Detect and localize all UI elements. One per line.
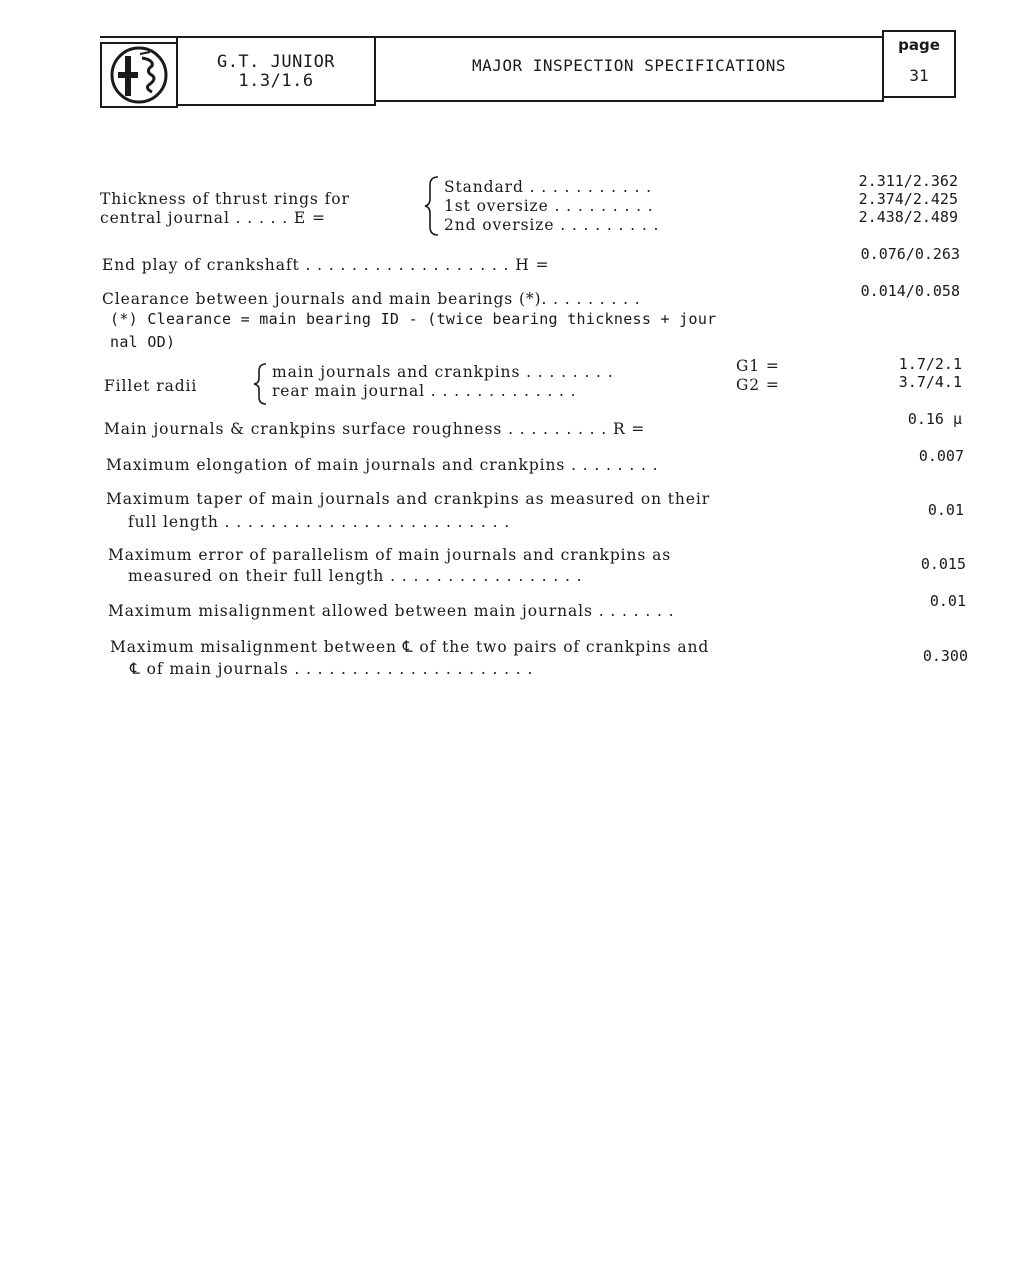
misalignment-pairs-label-1: Maximum misalignment between ℄ of the two pairs of crankpins and <box>110 638 710 656</box>
thrust-rings-brace-icon <box>424 175 440 237</box>
taper-value: 0.01 <box>927 501 964 519</box>
fillet-main-value: 1.7/2.1 <box>898 355 962 373</box>
taper-label-2: full length . . . . . . . . . . . . . . . . . . . . . . . . . <box>128 513 511 531</box>
end-play-label: End play of crankshaft . . . . . . . . . . . . . . . . . . H = <box>102 256 550 274</box>
misalignment-value: 0.01 <box>929 592 966 610</box>
logo-box <box>100 42 178 108</box>
thrust-standard-label: Standard . . . . . . . . . . . <box>444 178 652 196</box>
fillet-radii-label: Fillet radii <box>104 377 198 395</box>
thrust-oversize1-label: 1st oversize . . . . . . . . . <box>444 197 654 215</box>
thrust-oversize1-value: 2.374/2.425 <box>858 190 958 208</box>
title-box <box>374 36 884 102</box>
thrust-rings-label-2: central journal . . . . . E = <box>100 209 326 227</box>
fillet-main-label: main journals and crankpins . . . . . . . . <box>272 363 614 381</box>
fillet-rear-symbol: G2 = <box>736 376 780 394</box>
parallelism-value: 0.015 <box>920 555 966 573</box>
taper-label-1: Maximum taper of main journals and crankpins as measured on their <box>106 490 711 508</box>
model-line-2: 1.3/1.6 <box>238 71 314 91</box>
thrust-oversize2-value: 2.438/2.489 <box>858 208 958 226</box>
clearance-note-1: (*) Clearance = main bearing ID - (twice bearing thickness + jour <box>110 310 717 328</box>
roughness-value: 0.16 µ <box>907 410 962 428</box>
end-play-value: 0.076/0.263 <box>860 245 960 263</box>
alfa-romeo-logo-icon <box>102 44 176 106</box>
page-title: MAJOR INSPECTION SPECIFICATIONS <box>471 56 787 75</box>
thrust-standard-value: 2.311/2.362 <box>858 172 958 190</box>
thrust-rings-label-1: Thickness of thrust rings for <box>100 190 350 208</box>
parallelism-label-2: measured on their full length . . . . . . . . . . . . . . . . . <box>128 567 583 585</box>
elongation-value: 0.007 <box>918 447 964 465</box>
misalignment-label: Maximum misalignment allowed between main journals . . . . . . . <box>108 602 675 620</box>
misalignment-pairs-label-2: ℄ of main journals . . . . . . . . . . . . . . . . . . . . . <box>130 660 534 678</box>
model-box <box>176 36 376 106</box>
page-number: 31 <box>909 66 929 85</box>
page-box <box>882 30 956 98</box>
misalignment-pairs-value: 0.300 <box>922 647 968 665</box>
fillet-brace-icon <box>252 362 268 406</box>
clearance-note-2: nal OD) <box>110 333 176 351</box>
model-line-1: G.T. JUNIOR <box>216 52 336 72</box>
page-label: page <box>898 36 940 54</box>
fillet-rear-value: 3.7/4.1 <box>898 373 962 391</box>
clearance-label: Clearance between journals and main bearings (*). . . . . . . . . <box>102 290 641 308</box>
elongation-label: Maximum elongation of main journals and crankpins . . . . . . . . <box>106 456 659 474</box>
fillet-main-symbol: G1 = <box>736 357 780 375</box>
clearance-value: 0.014/0.058 <box>860 282 960 300</box>
roughness-label: Main journals & crankpins surface roughness . . . . . . . . . R = <box>104 420 646 438</box>
thrust-oversize2-label: 2nd oversize . . . . . . . . . <box>444 216 660 234</box>
parallelism-label-1: Maximum error of parallelism of main journals and crankpins as <box>108 546 672 564</box>
fillet-rear-label: rear main journal . . . . . . . . . . . . . <box>272 382 577 400</box>
